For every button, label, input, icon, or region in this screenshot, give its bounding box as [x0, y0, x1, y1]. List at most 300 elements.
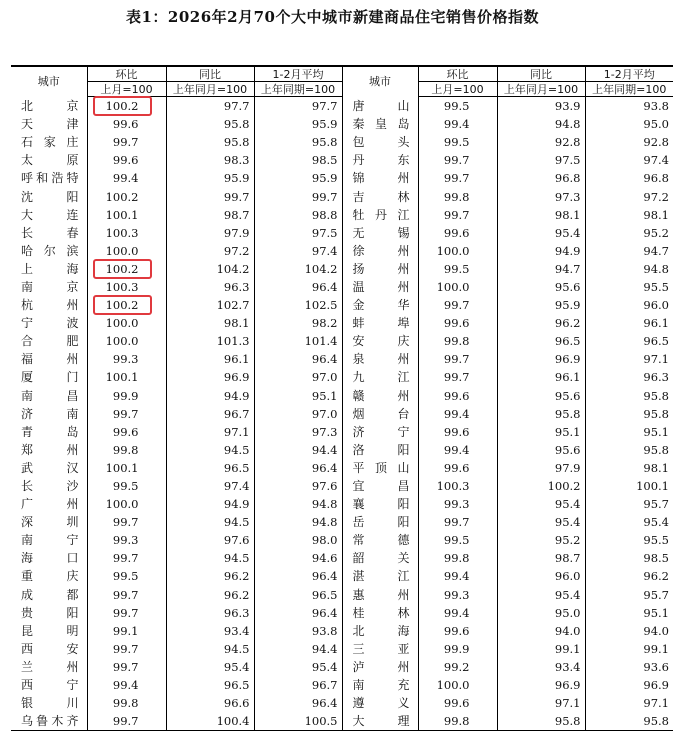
- table-row: [11, 604, 673, 622]
- city-name-cell: 北京: [21, 98, 79, 113]
- table-row: [11, 97, 673, 116]
- mom-value-cell: 99.7: [87, 133, 166, 151]
- city-name-cell: 贵阳: [21, 605, 79, 620]
- mom-value-cell: 99.1: [87, 622, 166, 640]
- yoy-value-cell: 98.7: [166, 206, 254, 224]
- table-body: [11, 97, 673, 731]
- yoy-value-cell: 104.2: [166, 260, 254, 278]
- mom-value-cell: 99.8: [418, 549, 497, 567]
- yoy-value-cell: 95.9: [166, 169, 254, 187]
- table-row: [11, 622, 673, 640]
- mom-value-cell: 100.1: [87, 206, 166, 224]
- yoy-value-cell: 94.0: [497, 622, 585, 640]
- city-name-cell: 秦皇岛: [342, 115, 418, 133]
- avg-value-cell: 99.1: [585, 640, 673, 658]
- yoy-value-cell: 96.5: [166, 459, 254, 477]
- avg-value-cell: 96.0: [585, 296, 673, 314]
- yoy-value-cell: 98.7: [497, 549, 585, 567]
- yoy-value-cell: 93.4: [497, 658, 585, 676]
- table-row: [11, 115, 673, 133]
- mom-value-cell: [87, 296, 166, 314]
- city-name-cell: 合肥: [21, 334, 79, 349]
- mom-value-cell: 99.6: [418, 224, 497, 242]
- mom-value-cell: 99.6: [418, 423, 497, 441]
- city-name-cell: 湛江: [342, 567, 418, 585]
- avg-value-cell: 98.5: [254, 151, 342, 169]
- avg-value-cell: 95.8: [254, 133, 342, 151]
- city-name-cell: 惠州: [342, 586, 418, 604]
- table-row: [11, 206, 673, 224]
- city-name-cell: 蚌埠: [342, 314, 418, 332]
- yoy-value-cell: 95.8: [497, 712, 585, 731]
- table-title: 表1：2026年2月70个大中城市新建商品住宅销售价格指数: [126, 8, 539, 26]
- city-name-cell: 西安: [21, 641, 79, 656]
- avg-value-cell: 95.1: [254, 387, 342, 405]
- table-row: [11, 477, 673, 495]
- city-name-cell: 三亚: [342, 640, 418, 658]
- mom-value-cell: 100.1: [87, 459, 166, 477]
- avg-value-cell: 96.7: [254, 676, 342, 694]
- avg-value-cell: 95.1: [585, 423, 673, 441]
- header-yoy-base-right: 上年同月=100: [497, 82, 585, 97]
- city-name-cell: 唐山: [342, 97, 418, 116]
- yoy-value-cell: 96.2: [166, 567, 254, 585]
- header-city-right: 城市: [342, 66, 418, 97]
- mom-value-cell: 100.1: [87, 368, 166, 386]
- avg-value-cell: 95.7: [585, 586, 673, 604]
- city-name-cell: 牡丹江: [342, 206, 418, 224]
- table-row: [11, 405, 673, 423]
- avg-value-cell: 95.8: [585, 712, 673, 731]
- mom-value-cell: 99.2: [418, 658, 497, 676]
- avg-value-cell: 96.1: [585, 314, 673, 332]
- avg-value-cell: 97.1: [585, 350, 673, 368]
- mom-value-cell: 100.0: [87, 495, 166, 513]
- mom-value-cell: 99.3: [418, 495, 497, 513]
- table-row: [11, 549, 673, 567]
- city-name-cell: 宜昌: [342, 477, 418, 495]
- city-name-cell: 锦州: [342, 169, 418, 187]
- header-avg-right: 1-2月平均: [585, 66, 673, 82]
- mom-value-cell: 99.8: [87, 694, 166, 712]
- city-name-cell: 安庆: [342, 332, 418, 350]
- city-name-cell: 长沙: [21, 479, 79, 494]
- avg-value-cell: 95.0: [585, 115, 673, 133]
- avg-value-cell: 96.4: [254, 350, 342, 368]
- avg-value-cell: 96.4: [254, 278, 342, 296]
- price-index-table: [11, 65, 673, 731]
- header-mom-base-right: 上月=100: [418, 82, 497, 97]
- table-row: [11, 242, 673, 260]
- yoy-value-cell: 97.9: [497, 459, 585, 477]
- table-header: [11, 66, 673, 97]
- city-name-cell: 南宁: [21, 533, 79, 548]
- city-name-cell: 南京: [21, 279, 79, 294]
- table-row: [11, 151, 673, 169]
- city-name-cell: 天津: [21, 117, 79, 132]
- mom-value-cell: 99.7: [87, 549, 166, 567]
- mom-value-cell: 99.4: [418, 604, 497, 622]
- yoy-value-cell: 95.6: [497, 441, 585, 459]
- table-row: [11, 368, 673, 386]
- mom-value-cell: [87, 97, 166, 116]
- avg-value-cell: 97.3: [254, 423, 342, 441]
- mom-value-cell: 99.6: [418, 694, 497, 712]
- yoy-value-cell: 97.1: [497, 694, 585, 712]
- city-name-cell: 吉林: [342, 187, 418, 205]
- yoy-value-cell: 99.7: [166, 187, 254, 205]
- city-name-cell: 遵义: [342, 694, 418, 712]
- mom-value-cell: 99.6: [418, 314, 497, 332]
- table-row: [11, 169, 673, 187]
- mom-value-cell: 99.7: [87, 640, 166, 658]
- table-row: [11, 350, 673, 368]
- city-name-cell: 包头: [342, 133, 418, 151]
- yoy-value-cell: 94.5: [166, 640, 254, 658]
- avg-value-cell: 100.1: [585, 477, 673, 495]
- header-mom-right: 环比: [418, 66, 497, 82]
- avg-value-cell: 94.8: [585, 260, 673, 278]
- mom-value-cell: 99.7: [418, 350, 497, 368]
- avg-value-cell: 96.5: [254, 586, 342, 604]
- avg-value-cell: 94.4: [254, 640, 342, 658]
- yoy-value-cell: 98.1: [166, 314, 254, 332]
- yoy-value-cell: 95.4: [497, 513, 585, 531]
- city-name-cell: 西宁: [21, 678, 79, 693]
- table-row: [11, 224, 673, 242]
- city-name-cell: 烟台: [342, 405, 418, 423]
- avg-value-cell: 93.8: [254, 622, 342, 640]
- yoy-value-cell: 96.1: [497, 368, 585, 386]
- yoy-value-cell: 96.8: [497, 169, 585, 187]
- city-name-cell: 宁波: [21, 316, 79, 331]
- yoy-value-cell: 97.4: [166, 477, 254, 495]
- yoy-value-cell: 92.8: [497, 133, 585, 151]
- table-row: [11, 676, 673, 694]
- avg-value-cell: 95.7: [585, 495, 673, 513]
- city-name-cell: 青岛: [21, 424, 79, 439]
- city-name-cell: 沈阳: [21, 189, 79, 204]
- yoy-value-cell: 96.2: [166, 586, 254, 604]
- yoy-value-cell: 96.6: [166, 694, 254, 712]
- mom-value-cell: 99.4: [418, 567, 497, 585]
- yoy-value-cell: 97.2: [166, 242, 254, 260]
- avg-value-cell: 94.0: [585, 622, 673, 640]
- avg-value-cell: 95.5: [585, 531, 673, 549]
- avg-value-cell: 95.8: [585, 387, 673, 405]
- yoy-value-cell: 96.9: [497, 676, 585, 694]
- yoy-value-cell: 94.5: [166, 513, 254, 531]
- yoy-value-cell: 97.1: [166, 423, 254, 441]
- yoy-value-cell: 94.5: [166, 441, 254, 459]
- city-name-cell: 无锡: [342, 224, 418, 242]
- avg-value-cell: 96.3: [585, 368, 673, 386]
- city-name-cell: 温州: [342, 278, 418, 296]
- city-name-cell: 泉州: [342, 350, 418, 368]
- mom-value-cell: 99.6: [418, 459, 497, 477]
- yoy-value-cell: 99.1: [497, 640, 585, 658]
- avg-value-cell: 96.8: [585, 169, 673, 187]
- mom-value-cell: 99.7: [87, 604, 166, 622]
- yoy-value-cell: 97.7: [166, 97, 254, 116]
- avg-value-cell: 98.1: [585, 459, 673, 477]
- yoy-value-cell: 95.4: [497, 586, 585, 604]
- city-name-cell: 海口: [21, 551, 79, 566]
- yoy-value-cell: 100.4: [166, 712, 254, 731]
- city-name-cell: 扬州: [342, 260, 418, 278]
- header-avg-base-right: 上年同期=100: [585, 82, 673, 97]
- yoy-value-cell: 93.9: [497, 97, 585, 116]
- avg-value-cell: 98.5: [585, 549, 673, 567]
- avg-value-cell: 96.9: [585, 676, 673, 694]
- yoy-value-cell: 96.9: [497, 350, 585, 368]
- avg-value-cell: 95.9: [254, 169, 342, 187]
- mom-value-cell: 100.0: [87, 242, 166, 260]
- city-name-cell: 杭州: [21, 298, 79, 313]
- mom-value-cell: 99.6: [87, 151, 166, 169]
- yoy-value-cell: 95.8: [497, 405, 585, 423]
- mom-value-cell: 99.7: [87, 658, 166, 676]
- table-row: [11, 495, 673, 513]
- city-name-cell: 福州: [21, 352, 79, 367]
- city-name-cell: 桂林: [342, 604, 418, 622]
- yoy-value-cell: 97.6: [166, 531, 254, 549]
- mom-value-cell: 99.7: [418, 206, 497, 224]
- city-name-cell: 太原: [21, 153, 79, 168]
- city-name-cell: 深圳: [21, 515, 79, 530]
- mom-value-cell: 99.9: [87, 387, 166, 405]
- avg-value-cell: 98.1: [585, 206, 673, 224]
- table-row: [11, 387, 673, 405]
- avg-value-cell: 100.5: [254, 712, 342, 731]
- mom-value-cell: 100.3: [87, 278, 166, 296]
- avg-value-cell: 95.4: [254, 658, 342, 676]
- city-name-cell: 广州: [21, 497, 79, 512]
- mom-value-cell: 99.7: [87, 586, 166, 604]
- city-name-cell: 徐州: [342, 242, 418, 260]
- avg-value-cell: 97.4: [254, 242, 342, 260]
- mom-value-cell: 100.0: [418, 278, 497, 296]
- city-name-cell: 乌鲁木齐: [11, 712, 87, 731]
- city-name-cell: 韶关: [342, 549, 418, 567]
- avg-value-cell: 94.6: [254, 549, 342, 567]
- mom-value-cell: 99.5: [418, 260, 497, 278]
- avg-value-cell: 97.1: [585, 694, 673, 712]
- yoy-value-cell: 96.3: [166, 278, 254, 296]
- yoy-value-cell: 95.2: [497, 531, 585, 549]
- mom-value-cell: 100.3: [418, 477, 497, 495]
- avg-value-cell: 98.2: [254, 314, 342, 332]
- mom-value-cell: 99.5: [87, 567, 166, 585]
- city-name-cell: 岳阳: [342, 513, 418, 531]
- mom-value-cell: 99.7: [418, 513, 497, 531]
- yoy-value-cell: 102.7: [166, 296, 254, 314]
- city-name-cell: 上海: [21, 261, 79, 276]
- mom-value-cell: 99.8: [418, 187, 497, 205]
- table-row: [11, 441, 673, 459]
- table-row: [11, 640, 673, 658]
- mom-value-cell: 99.7: [87, 712, 166, 731]
- yoy-value-cell: 100.2: [497, 477, 585, 495]
- city-name-cell: 赣州: [342, 387, 418, 405]
- header-avg-base-left: 上年同期=100: [254, 82, 342, 97]
- mom-value-cell: 100.0: [87, 314, 166, 332]
- city-name-cell: 武汉: [21, 460, 79, 475]
- table-row: [11, 423, 673, 441]
- avg-value-cell: 96.4: [254, 694, 342, 712]
- header-mom-left: 环比: [87, 66, 166, 82]
- mom-value-cell: 99.4: [418, 441, 497, 459]
- yoy-value-cell: 94.9: [497, 242, 585, 260]
- mom-value-cell: 99.5: [418, 133, 497, 151]
- avg-value-cell: 93.6: [585, 658, 673, 676]
- mom-value-cell: 99.5: [418, 97, 497, 116]
- city-name-cell: 重庆: [21, 569, 79, 584]
- yoy-value-cell: 96.7: [166, 405, 254, 423]
- avg-value-cell: 94.8: [254, 513, 342, 531]
- mom-value-cell: 100.0: [418, 242, 497, 260]
- avg-value-cell: 101.4: [254, 332, 342, 350]
- mom-value-cell: 99.4: [418, 405, 497, 423]
- city-name-cell: 济南: [21, 406, 79, 421]
- yoy-value-cell: 96.5: [166, 676, 254, 694]
- highlight-box: 100.2: [105, 99, 139, 114]
- mom-value-cell: 99.8: [418, 332, 497, 350]
- yoy-value-cell: 96.1: [166, 350, 254, 368]
- yoy-value-cell: 95.6: [497, 387, 585, 405]
- yoy-value-cell: 95.6: [497, 278, 585, 296]
- city-name-cell: 平顶山: [342, 459, 418, 477]
- city-name-cell: 洛阳: [342, 441, 418, 459]
- yoy-value-cell: 94.8: [497, 115, 585, 133]
- avg-value-cell: 98.8: [254, 206, 342, 224]
- yoy-value-cell: 98.1: [497, 206, 585, 224]
- mom-value-cell: 99.7: [87, 513, 166, 531]
- table-row: [11, 133, 673, 151]
- mom-value-cell: 99.4: [418, 115, 497, 133]
- city-name-cell: 北海: [342, 622, 418, 640]
- city-name-cell: 金华: [342, 296, 418, 314]
- mom-value-cell: 99.8: [87, 441, 166, 459]
- yoy-value-cell: 96.5: [497, 332, 585, 350]
- yoy-value-cell: 95.1: [497, 423, 585, 441]
- city-name-cell: 长春: [21, 225, 79, 240]
- mom-value-cell: 99.6: [87, 423, 166, 441]
- avg-value-cell: 97.5: [254, 224, 342, 242]
- table-row: [11, 459, 673, 477]
- mom-value-cell: 99.6: [418, 622, 497, 640]
- avg-value-cell: 96.4: [254, 459, 342, 477]
- city-name-cell: 昆明: [21, 623, 79, 638]
- yoy-value-cell: 95.0: [497, 604, 585, 622]
- city-name-cell: 丹东: [342, 151, 418, 169]
- avg-value-cell: 92.8: [585, 133, 673, 151]
- highlight-box: 100.2: [105, 261, 139, 276]
- avg-value-cell: 95.1: [585, 604, 673, 622]
- mom-value-cell: 99.5: [87, 477, 166, 495]
- yoy-value-cell: 98.3: [166, 151, 254, 169]
- city-name-cell: 兰州: [21, 659, 79, 674]
- header-yoy-base-left: 上年同月=100: [166, 82, 254, 97]
- avg-value-cell: 94.7: [585, 242, 673, 260]
- yoy-value-cell: 95.4: [497, 495, 585, 513]
- avg-value-cell: 94.8: [254, 495, 342, 513]
- yoy-value-cell: 95.9: [497, 296, 585, 314]
- avg-value-cell: 97.2: [585, 187, 673, 205]
- table-row: [11, 332, 673, 350]
- avg-value-cell: 93.8: [585, 97, 673, 116]
- yoy-value-cell: 94.9: [166, 495, 254, 513]
- table-row: [11, 712, 673, 731]
- mom-value-cell: 99.6: [87, 115, 166, 133]
- mom-value-cell: 99.7: [87, 405, 166, 423]
- yoy-value-cell: 94.9: [166, 387, 254, 405]
- yoy-value-cell: 93.4: [166, 622, 254, 640]
- yoy-value-cell: 94.7: [497, 260, 585, 278]
- mom-value-cell: 99.4: [87, 676, 166, 694]
- table-row: [11, 314, 673, 332]
- yoy-value-cell: 95.4: [166, 658, 254, 676]
- header-avg-left: 1-2月平均: [254, 66, 342, 82]
- table-row: [11, 531, 673, 549]
- city-name-cell: 常德: [342, 531, 418, 549]
- table-row: [11, 278, 673, 296]
- table-row: [11, 658, 673, 676]
- mom-value-cell: 99.3: [418, 586, 497, 604]
- table-row: [11, 694, 673, 712]
- city-name-cell: 济宁: [342, 423, 418, 441]
- mom-value-cell: 100.3: [87, 224, 166, 242]
- avg-value-cell: 102.5: [254, 296, 342, 314]
- city-name-cell: 南昌: [21, 388, 79, 403]
- mom-value-cell: 99.7: [418, 296, 497, 314]
- yoy-value-cell: 97.9: [166, 224, 254, 242]
- header-mom-base-left: 上月=100: [87, 82, 166, 97]
- avg-value-cell: 96.5: [585, 332, 673, 350]
- mom-value-cell: 99.7: [418, 368, 497, 386]
- yoy-value-cell: 96.9: [166, 368, 254, 386]
- city-name-cell: 大连: [21, 207, 79, 222]
- yoy-value-cell: 96.2: [497, 314, 585, 332]
- mom-value-cell: 99.6: [418, 387, 497, 405]
- city-name-cell: 成都: [21, 587, 79, 602]
- mom-value-cell: 99.8: [418, 712, 497, 731]
- mom-value-cell: [87, 260, 166, 278]
- avg-value-cell: 98.0: [254, 531, 342, 549]
- city-name-cell: 呼和浩特: [21, 171, 79, 186]
- table-row: [11, 296, 673, 314]
- yoy-value-cell: 95.4: [497, 224, 585, 242]
- avg-value-cell: 95.9: [254, 115, 342, 133]
- mom-value-cell: 99.3: [87, 531, 166, 549]
- city-name-cell: 九江: [342, 368, 418, 386]
- table-row: [11, 187, 673, 205]
- mom-value-cell: 99.4: [87, 169, 166, 187]
- table-row: [11, 260, 673, 278]
- avg-value-cell: 99.7: [254, 187, 342, 205]
- avg-value-cell: 97.7: [254, 97, 342, 116]
- mom-value-cell: 99.9: [418, 640, 497, 658]
- avg-value-cell: 96.2: [585, 567, 673, 585]
- mom-value-cell: 99.5: [418, 531, 497, 549]
- avg-value-cell: 95.8: [585, 405, 673, 423]
- mom-value-cell: 99.7: [418, 169, 497, 187]
- yoy-value-cell: 95.8: [166, 133, 254, 151]
- yoy-value-cell: 94.5: [166, 549, 254, 567]
- city-name-cell: 郑州: [21, 442, 79, 457]
- avg-value-cell: 95.5: [585, 278, 673, 296]
- city-name-cell: 大理: [342, 712, 418, 731]
